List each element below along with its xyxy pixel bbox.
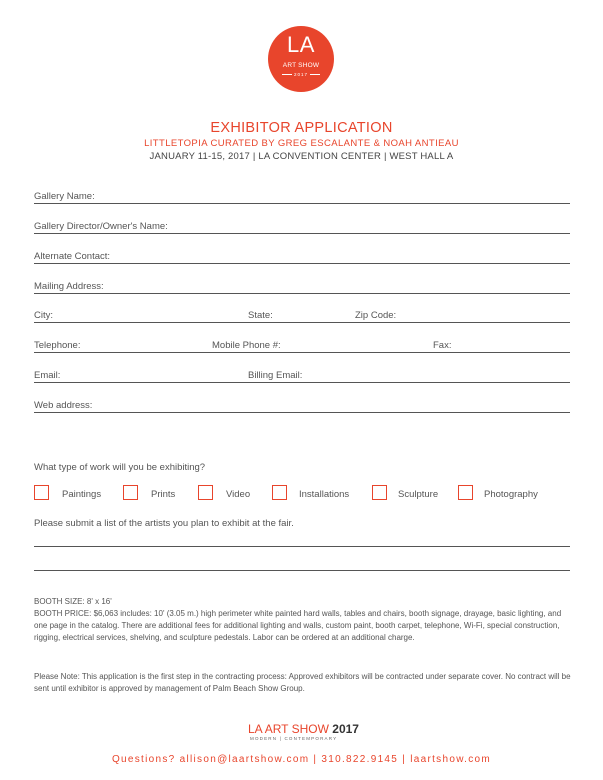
booth-price: BOOTH PRICE: $6,063 includes: 10' (3.05 m.) high perimeter white painted hard walls, tables and chairs, booth signage, drayage, basic lighting, and one page in the catalog. There are additional fees for additional lighting and walls, custom paint, booth carpet, telephone, Wi-Fi, special construction, rigging, electrical services, shelving, and sculpture pedestals. Labor can be ordered at an additional charge. [34,609,562,642]
work-type-question: What type of work will you be exhibiting? [34,462,206,473]
photography-checkbox[interactable] [458,485,473,500]
video-checkbox[interactable] [198,485,213,500]
la-art-show-logo [268,26,334,92]
video-label: Video [226,489,251,500]
page-subtitle: LITTLETOPIA CURATED BY GREG ESCALANTE & NOAH ANTIEAU [144,138,459,149]
phone-field[interactable] [34,352,570,353]
prints-checkbox[interactable] [123,485,138,500]
email-field[interactable] [34,382,570,383]
event-dates: JANUARY 11-15, 2017 | LA CONVENTION CENTER | WEST HALL A [149,151,454,162]
page-title: EXHIBITOR APPLICATION [210,120,393,136]
mailing-address-label: Mailing Address: [34,281,104,292]
installations-checkbox[interactable] [272,485,287,500]
footer-brand: LA ART SHOW [248,722,329,736]
director-label: Gallery Director/Owner's Name: [34,221,168,232]
prints-label: Prints [151,489,176,500]
gallery-name-field[interactable] [34,203,570,204]
footer-logo [248,722,359,736]
gallery-name-label: Gallery Name: [34,191,95,202]
artists-prompt: Please submit a list of the artists you plan to exhibit at the fair. [34,518,294,529]
logo-monogram: LA [287,32,315,57]
artists-list-line-1[interactable] [34,546,570,547]
mobile-phone-label: Mobile Phone #: [212,340,281,351]
city-label: City: [34,310,53,321]
alternate-contact-field[interactable] [34,263,570,264]
application-note: Please Note: This application is the first step in the contracting process: Approved exhibitors will be contracted under separate cover. No contract will be sent until exhibitor is approved by management of Palm Beach Show Group. [34,672,571,693]
sculpture-label: Sculpture [398,489,439,500]
photography-label: Photography [484,489,538,500]
sculpture-checkbox[interactable] [372,485,387,500]
email-label: Email: [34,370,61,381]
director-field[interactable] [34,233,570,234]
web-address-field[interactable] [34,412,570,413]
logo-rule-right [310,74,320,75]
web-address-label: Web address: [34,400,93,411]
telephone-label: Telephone: [34,340,81,351]
logo-name: ART SHOW [282,62,320,69]
city-state-zip-field[interactable] [34,322,570,323]
fax-label: Fax: [433,340,452,351]
state-label: State: [248,310,273,321]
alternate-contact-label: Alternate Contact: [34,251,111,262]
booth-size: BOOTH SIZE: 8' x 16' [34,597,112,606]
zip-code-label: Zip Code: [355,310,397,321]
contact-line: Questions? allison@laartshow.com | 310.822.9145 | laartshow.com [111,754,492,765]
artists-list-line-2[interactable] [34,570,570,571]
footer-tagline: MODERN | CONTEMPORARY [250,736,338,741]
paintings-checkbox[interactable] [34,485,49,500]
installations-label: Installations [299,489,350,500]
billing-email-label: Billing Email: [248,370,303,381]
footer-year: 2017 [332,722,359,736]
paintings-label: Paintings [62,489,102,500]
logo-year: 2017 [293,72,308,77]
mailing-address-field[interactable] [34,293,570,294]
